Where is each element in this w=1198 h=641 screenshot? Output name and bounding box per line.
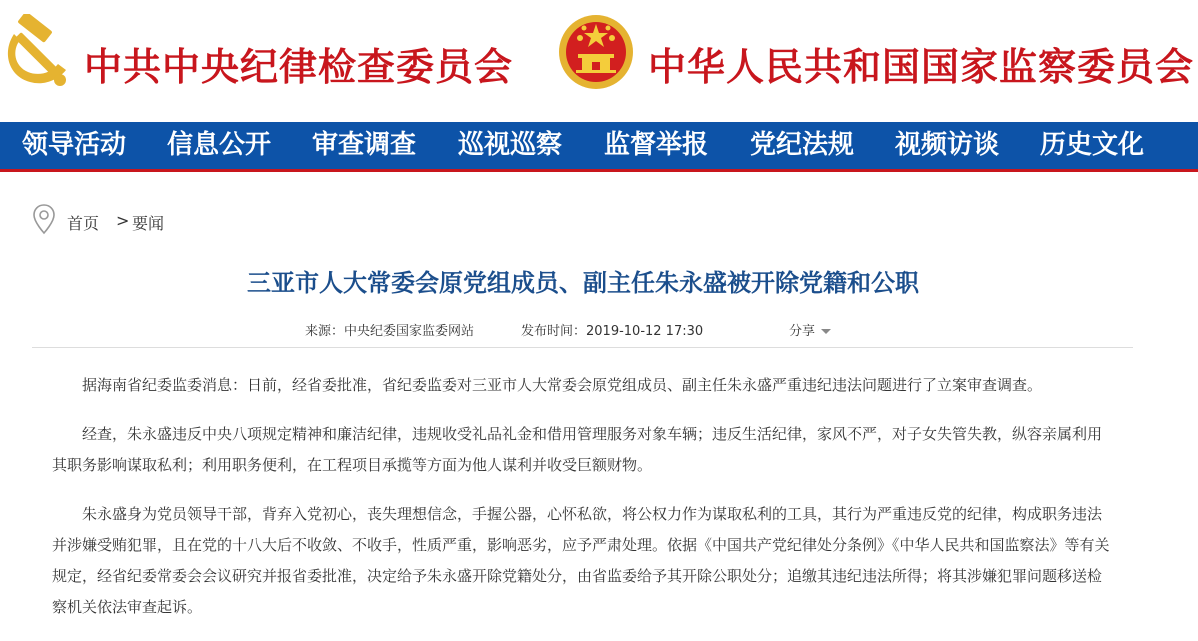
nav-item-party-rules[interactable]: 党纪法规 — [750, 130, 855, 160]
share-button[interactable] — [789, 320, 831, 339]
nav-item-inspection[interactable]: 巡视巡察 — [458, 130, 563, 160]
national-supervision-title: 中华人民共和国国家监察委员会 — [648, 44, 1195, 89]
article-paragraph: 据海南省纪委监委消息：日前，经省委批准，省纪委监委对三亚市人大常委会原党组成员、副主任朱永盛严重违纪违法问题进行了立案审查调查。 — [82, 376, 1043, 394]
nav-item-leadership[interactable]: 领导活动 — [22, 130, 127, 160]
breadcrumb-current[interactable]: 要闻 — [132, 214, 165, 233]
national-emblem-icon — [558, 12, 634, 92]
nav-item-supervision-report[interactable]: 监督举报 — [604, 130, 709, 160]
chevron-down-icon — [821, 329, 831, 334]
nav-item-investigation[interactable]: 审查调查 — [312, 130, 417, 160]
breadcrumb-separator: > — [116, 211, 130, 230]
share-label: 分享 — [789, 324, 816, 339]
nav-item-info-disclosure[interactable]: 信息公开 — [167, 130, 272, 160]
nav-item-history-culture[interactable]: 历史文化 — [1040, 130, 1145, 160]
article-paragraph: 经查，朱永盛违反中央八项规定精神和廉洁纪律，违规收受礼品礼金和借用管理服务对象车辆；违反生活纪律，家风不严，对子女失管失教，纵容亲属利用其职务影响谋取私利；利用职务便利，在工程项目承揽等方面为他人谋利并收受巨额财物。 — [52, 425, 1103, 474]
article-title: 三亚市人大常委会原党组成员、副主任朱永盛被开除党籍和公职 — [247, 269, 919, 297]
divider — [32, 347, 1133, 348]
nav-item-video-interview[interactable]: 视频访谈 — [895, 130, 1000, 160]
article-source: 来源：中央纪委国家监委网站 — [305, 324, 475, 339]
location-pin-icon — [32, 203, 56, 235]
main-nav — [0, 122, 1198, 172]
article-publish-time: 发布时间：2019-10-12 17:30 — [521, 324, 704, 339]
site-header — [0, 0, 1198, 122]
cpc-commission-title: 中共中央纪律检查委员会 — [84, 44, 514, 89]
breadcrumb-home-link[interactable]: 首页 — [67, 214, 100, 233]
article-paragraph: 朱永盛身为党员领导干部，背弃入党初心，丧失理想信念，手握公器，心怀私欲，将公权力作为谋取私利的工具，其行为严重违反党的纪律，构成职务违法并涉嫌受贿犯罪，且在党的十八大后不收敛、不收手，性质严重，影响恶劣，应予严肃处理。依据《中国共产党纪律处分条例》《中华人民共和国监察法》等有关规定，经省纪委常委会会议研究并报省委批准，决定给予朱永盛开除党籍处分，由省监委给予其开除公职处分；追缴其违纪违法所得；将其涉嫌犯罪问题移送检察机关依法审查起诉。 — [52, 505, 1110, 616]
party-emblem-icon — [0, 14, 72, 92]
article-body — [52, 370, 1112, 641]
